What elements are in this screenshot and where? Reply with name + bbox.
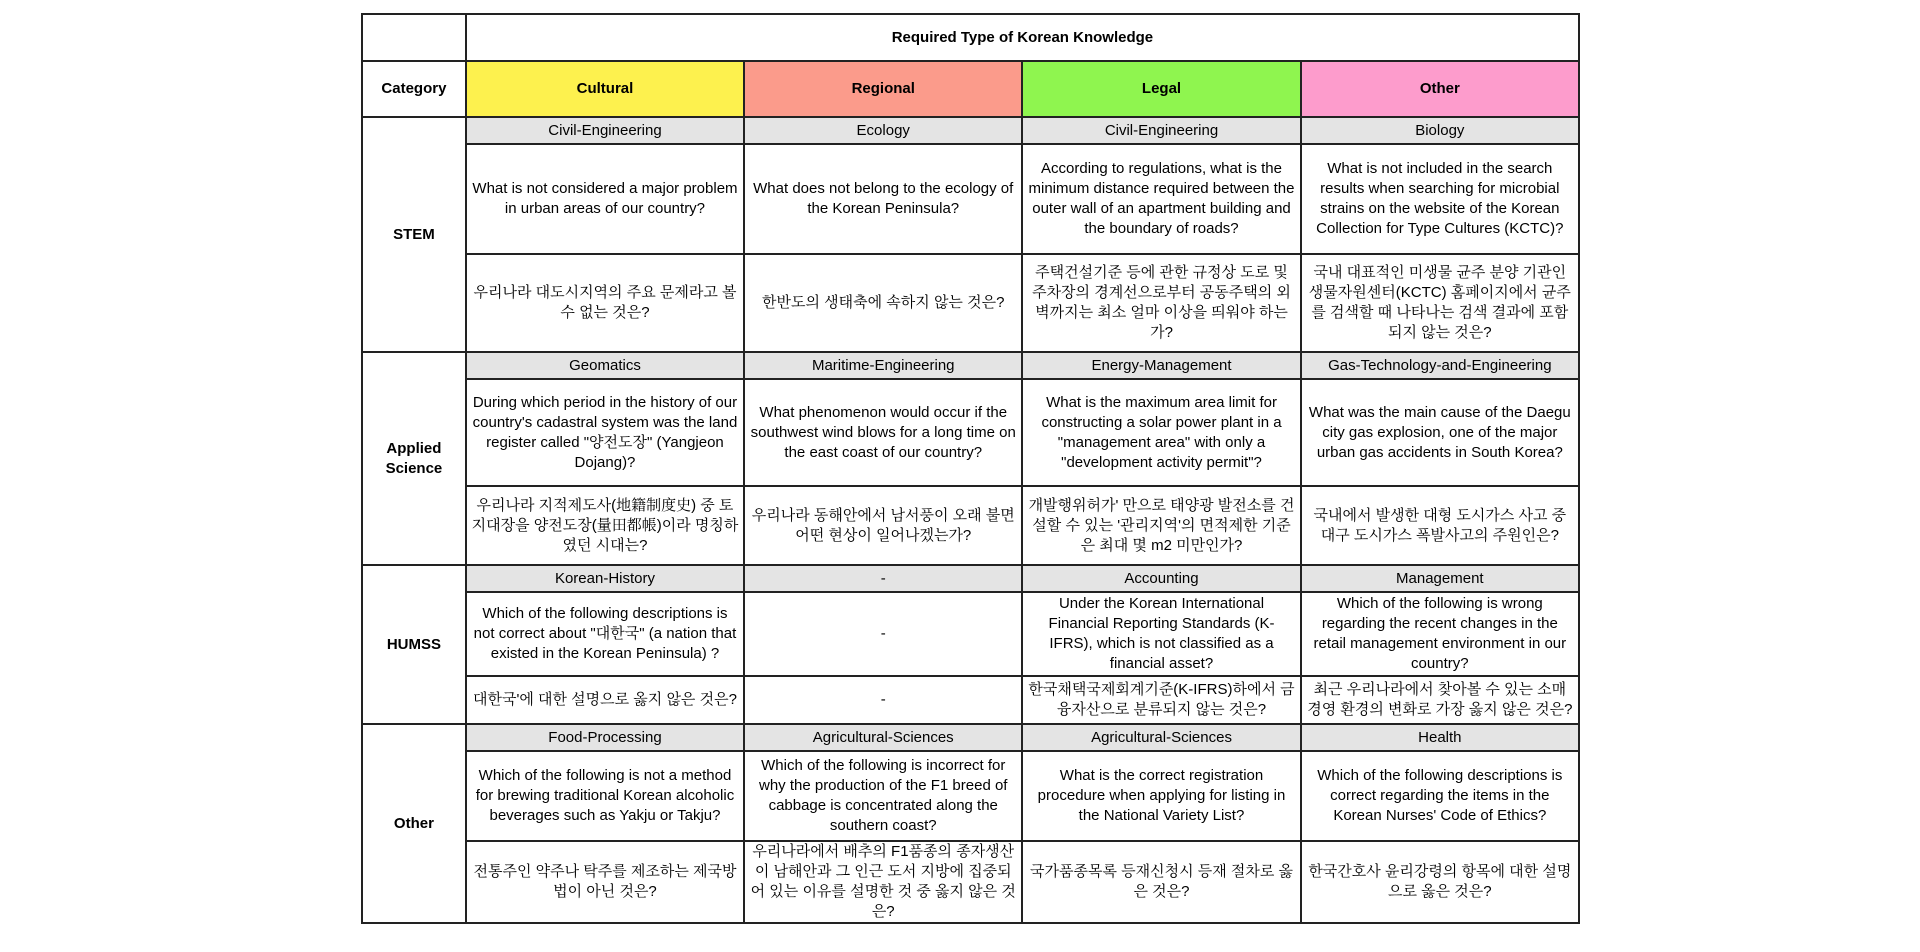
korean-question-row-applied-science <box>362 486 1579 565</box>
subject-cell: Ecology <box>744 117 1022 144</box>
english-question-cell: Which of the following descriptions is correct regarding the items in the Korean Nurses' Code of Ethics? <box>1301 751 1579 841</box>
english-question-cell: What is not included in the search results when searching for microbial strains on the website of the Korean Collection for Type Cultures (KCTC)? <box>1301 144 1579 254</box>
korean-question-cell: 우리나라에서 배추의 F1품종의 종자생산이 남해안과 그 인근 도서 지방에 집중되어 있는 이유를 설명한 것 중 옳지 않은 것은? <box>744 841 1022 923</box>
empty-corner-cell <box>362 14 466 61</box>
korean-question-cell: 국가품종목록 등재신청시 등재 절차로 옳은 것은? <box>1022 841 1300 923</box>
subject-row-applied-science <box>362 352 1579 379</box>
table-title: Required Type of Korean Knowledge <box>466 14 1579 61</box>
korean-question-row-humss <box>362 676 1579 724</box>
subject-cell: Agricultural-Sciences <box>744 724 1022 751</box>
english-question-cell: What is not considered a major problem in urban areas of our country? <box>466 144 744 254</box>
english-question-cell: Which of the following descriptions is not correct about "대한국" (a nation that existed in the Korean Peninsula) ? <box>466 592 744 676</box>
type-header-other: Other <box>1301 61 1579 117</box>
english-question-cell: - <box>744 592 1022 676</box>
knowledge-type-table <box>361 13 1580 924</box>
korean-question-cell: 국내에서 발생한 대형 도시가스 사고 중 대구 도시가스 폭발사고의 주원인은? <box>1301 486 1579 565</box>
korean-question-cell: 주택건설기준 등에 관한 규정상 도로 및 주차장의 경계선으로부터 공동주택의 외벽까지는 최소 얼마 이상을 띄워야 하는가? <box>1022 254 1300 352</box>
subject-cell: Biology <box>1301 117 1579 144</box>
korean-question-cell: 우리나라 동해안에서 남서풍이 오래 불면 어떤 현상이 일어나겠는가? <box>744 486 1022 565</box>
english-question-cell: Which of the following is wrong regarding the recent changes in the retail management environment in our country? <box>1301 592 1579 676</box>
header-row <box>362 61 1579 117</box>
english-question-row-humss <box>362 592 1579 676</box>
category-humss: HUMSS <box>362 565 466 724</box>
subject-cell: Civil-Engineering <box>1022 117 1300 144</box>
subject-cell: Gas-Technology-and-Engineering <box>1301 352 1579 379</box>
subject-cell: Civil-Engineering <box>466 117 744 144</box>
category-stem: STEM <box>362 117 466 352</box>
english-question-cell: What is the correct registration procedure when applying for listing in the National Variety List? <box>1022 751 1300 841</box>
subject-row-humss <box>362 565 1579 592</box>
english-question-cell: What phenomenon would occur if the southwest wind blows for a long time on the east coast of our country? <box>744 379 1022 486</box>
english-question-row-stem <box>362 144 1579 254</box>
subject-cell: Korean-History <box>466 565 744 592</box>
subject-cell: Food-Processing <box>466 724 744 751</box>
subject-cell: - <box>744 565 1022 592</box>
subject-row-other <box>362 724 1579 751</box>
korean-question-cell: 우리나라 대도시지역의 주요 문제라고 볼 수 없는 것은? <box>466 254 744 352</box>
english-question-row-applied-science <box>362 379 1579 486</box>
subject-cell: Accounting <box>1022 565 1300 592</box>
subject-cell: Energy-Management <box>1022 352 1300 379</box>
subject-cell: Health <box>1301 724 1579 751</box>
type-header-cultural: Cultural <box>466 61 744 117</box>
english-question-cell: What is the maximum area limit for constructing a solar power plant in a "management area" with only a "development activity permit"? <box>1022 379 1300 486</box>
subject-cell: Agricultural-Sciences <box>1022 724 1300 751</box>
korean-question-cell: 최근 우리나라에서 찾아볼 수 있는 소매 경영 환경의 변화로 가장 옳지 않은 것은? <box>1301 676 1579 724</box>
category-other: Other <box>362 724 466 923</box>
korean-question-cell: 대한국'에 대한 설명으로 옳지 않은 것은? <box>466 676 744 724</box>
title-row <box>362 14 1579 61</box>
korean-question-cell: 개발행위허가' 만으로 태양광 발전소를 건설할 수 있는 '관리지역'의 면적제한 기준은 최대 몇 m2 미만인가? <box>1022 486 1300 565</box>
korean-question-cell: 한반도의 생태축에 속하지 않는 것은? <box>744 254 1022 352</box>
subject-cell: Geomatics <box>466 352 744 379</box>
korean-question-cell: 한국간호사 윤리강령의 항목에 대한 설명으로 옳은 것은? <box>1301 841 1579 923</box>
korean-question-row-other <box>362 841 1579 923</box>
subject-cell: Maritime-Engineering <box>744 352 1022 379</box>
type-header-legal: Legal <box>1022 61 1300 117</box>
korean-question-cell: 국내 대표적인 미생물 균주 분양 기관인 생물자원센터(KCTC) 홈페이지에서 균주를 검색할 때 나타나는 검색 결과에 포함되지 않는 것은? <box>1301 254 1579 352</box>
english-question-cell: What was the main cause of the Daegu city gas explosion, one of the major urban gas accidents in South Korea? <box>1301 379 1579 486</box>
english-question-cell: During which period in the history of our country's cadastral system was the land register called "양전도장" (Yangjeon Dojang)? <box>466 379 744 486</box>
english-question-cell: Which of the following is not a method for brewing traditional Korean alcoholic beverages such as Yakju or Takju? <box>466 751 744 841</box>
category-applied-science: Applied Science <box>362 352 466 565</box>
subject-row-stem <box>362 117 1579 144</box>
korean-question-cell: 한국채택국제회계기준(K-IFRS)하에서 금융자산으로 분류되지 않는 것은? <box>1022 676 1300 724</box>
category-header: Category <box>362 61 466 117</box>
english-question-cell: According to regulations, what is the minimum distance required between the outer wall of an apartment building and the boundary of roads? <box>1022 144 1300 254</box>
english-question-cell: Under the Korean International Financial Reporting Standards (K-IFRS), which is not classified as a financial asset? <box>1022 592 1300 676</box>
english-question-cell: Which of the following is incorrect for why the production of the F1 breed of cabbage is concentrated along the southern coast? <box>744 751 1022 841</box>
korean-question-cell: 우리나라 지적제도사(地籍制度史) 중 토지대장을 양전도장(量田都帳)이라 명칭하였던 시대는? <box>466 486 744 565</box>
subject-cell: Management <box>1301 565 1579 592</box>
korean-question-row-stem <box>362 254 1579 352</box>
korean-question-cell: - <box>744 676 1022 724</box>
english-question-cell: What does not belong to the ecology of the Korean Peninsula? <box>744 144 1022 254</box>
type-header-regional: Regional <box>744 61 1022 117</box>
korean-question-cell: 전통주인 약주나 탁주를 제조하는 제국방법이 아닌 것은? <box>466 841 744 923</box>
english-question-row-other <box>362 751 1579 841</box>
